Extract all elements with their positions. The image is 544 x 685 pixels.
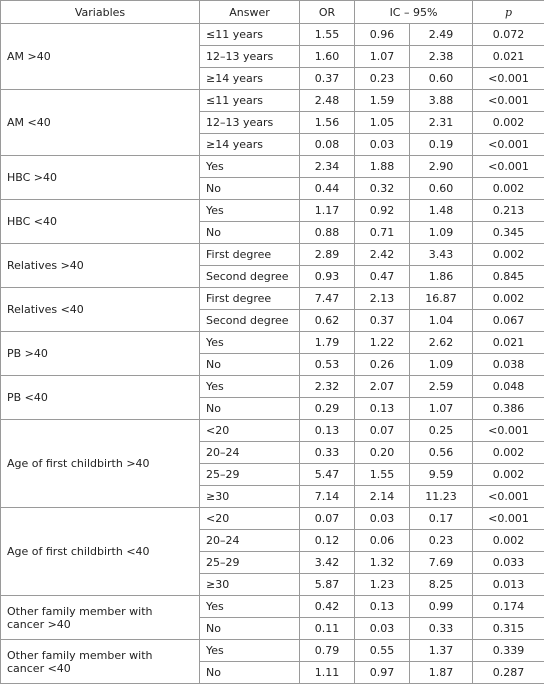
ci-lower-cell: 2.13 [355,288,410,310]
ci-upper-cell: 1.07 [410,398,473,420]
table-row [1,200,544,222]
ci-upper-cell: 0.25 [410,420,473,442]
ci-lower-cell: 1.55 [355,464,410,486]
table-row [1,508,544,530]
or-cell: 0.37 [300,68,355,90]
ci-upper-cell: 1.48 [410,200,473,222]
table-row [1,24,544,46]
p-value-cell: <0.001 [473,486,544,508]
p-value-cell: <0.001 [473,134,544,156]
variable-cell: HBC >40 [1,156,200,200]
answer-cell: ≤11 years [200,90,300,112]
p-value-cell: 0.287 [473,662,544,684]
header-row [1,1,544,24]
ci-lower-cell: 0.47 [355,266,410,288]
or-cell: 1.11 [300,662,355,684]
ci-upper-cell: 0.17 [410,508,473,530]
p-value-cell: <0.001 [473,420,544,442]
p-value-cell: 0.002 [473,530,544,552]
ci-upper-cell: 0.60 [410,68,473,90]
ci-upper-cell: 16.87 [410,288,473,310]
ci-upper-cell: 0.33 [410,618,473,640]
answer-cell: 20–24 [200,442,300,464]
or-cell: 2.48 [300,90,355,112]
variable-cell: Age of first childbirth <40 [1,508,200,596]
ci-lower-cell: 1.07 [355,46,410,68]
ci-upper-cell: 1.09 [410,354,473,376]
p-value-cell: 0.072 [473,24,544,46]
p-value-cell: 0.002 [473,112,544,134]
or-cell: 1.17 [300,200,355,222]
ci-lower-cell: 0.06 [355,530,410,552]
ci-lower-cell: 1.05 [355,112,410,134]
or-cell: 2.34 [300,156,355,178]
or-cell: 5.47 [300,464,355,486]
answer-cell: 25–29 [200,464,300,486]
header-or: OR [300,1,355,24]
or-cell: 2.89 [300,244,355,266]
p-value-cell: 0.213 [473,200,544,222]
variable-cell: Relatives >40 [1,244,200,288]
answer-cell: First degree [200,244,300,266]
variable-cell: HBC <40 [1,200,200,244]
or-cell: 0.33 [300,442,355,464]
p-value-cell: 0.174 [473,596,544,618]
p-value-cell: 0.038 [473,354,544,376]
ci-upper-cell: 2.38 [410,46,473,68]
ci-lower-cell: 0.03 [355,618,410,640]
answer-cell: First degree [200,288,300,310]
variable-cell: AM <40 [1,90,200,156]
answer-cell: No [200,398,300,420]
p-value-cell: 0.339 [473,640,544,662]
ci-upper-cell: 1.37 [410,640,473,662]
p-value-cell: 0.315 [473,618,544,640]
or-cell: 0.11 [300,618,355,640]
ci-upper-cell: 2.59 [410,376,473,398]
answer-cell: ≥14 years [200,68,300,90]
ci-lower-cell: 0.13 [355,398,410,420]
p-value-cell: 0.013 [473,574,544,596]
p-value-cell: 0.845 [473,266,544,288]
ci-lower-cell: 1.32 [355,552,410,574]
answer-cell: Yes [200,376,300,398]
variable-cell: Other family member with cancer >40 [1,596,200,640]
p-value-cell: 0.345 [473,222,544,244]
ci-lower-cell: 1.59 [355,90,410,112]
p-value-cell: <0.001 [473,156,544,178]
ci-lower-cell: 0.26 [355,354,410,376]
p-value-cell: 0.002 [473,178,544,200]
header-p: p [473,1,544,24]
ci-upper-cell: 2.31 [410,112,473,134]
answer-cell: 25–29 [200,552,300,574]
or-cell: 1.56 [300,112,355,134]
table-row [1,244,544,266]
header-variables: Variables [1,1,200,24]
or-cell: 1.60 [300,46,355,68]
or-cell: 0.53 [300,354,355,376]
p-value-cell: 0.002 [473,464,544,486]
ci-upper-cell: 0.56 [410,442,473,464]
ci-lower-cell: 0.13 [355,596,410,618]
ci-lower-cell: 0.03 [355,508,410,530]
header-ic: IC – 95% [355,1,473,24]
ci-lower-cell: 0.37 [355,310,410,332]
answer-cell: <20 [200,420,300,442]
or-cell: 1.79 [300,332,355,354]
ci-lower-cell: 1.88 [355,156,410,178]
table-body [1,24,544,684]
table-row [1,640,544,662]
p-value-cell: 0.067 [473,310,544,332]
p-value-cell: <0.001 [473,68,544,90]
p-value-cell: 0.033 [473,552,544,574]
ci-upper-cell: 8.25 [410,574,473,596]
ci-upper-cell: 2.62 [410,332,473,354]
answer-cell: Yes [200,200,300,222]
ci-upper-cell: 1.09 [410,222,473,244]
or-cell: 0.08 [300,134,355,156]
ci-upper-cell: 11.23 [410,486,473,508]
ci-upper-cell: 1.04 [410,310,473,332]
ci-lower-cell: 2.14 [355,486,410,508]
answer-cell: ≥30 [200,574,300,596]
ci-upper-cell: 2.49 [410,24,473,46]
ci-lower-cell: 2.42 [355,244,410,266]
ci-upper-cell: 3.43 [410,244,473,266]
answer-cell: ≥30 [200,486,300,508]
answer-cell: Yes [200,332,300,354]
variable-cell: Other family member with cancer <40 [1,640,200,684]
ci-lower-cell: 0.92 [355,200,410,222]
or-cell: 0.79 [300,640,355,662]
table-row [1,90,544,112]
answer-cell: Second degree [200,310,300,332]
ci-lower-cell: 0.07 [355,420,410,442]
table-row [1,156,544,178]
answer-cell: No [200,618,300,640]
answer-cell: <20 [200,508,300,530]
table-row [1,376,544,398]
answer-cell: Second degree [200,266,300,288]
ci-upper-cell: 9.59 [410,464,473,486]
p-value-cell: 0.002 [473,442,544,464]
variable-cell: Relatives <40 [1,288,200,332]
ci-upper-cell: 0.19 [410,134,473,156]
or-cell: 0.44 [300,178,355,200]
or-cell: 0.29 [300,398,355,420]
p-value-cell: <0.001 [473,508,544,530]
answer-cell: Yes [200,596,300,618]
ci-lower-cell: 0.03 [355,134,410,156]
or-cell: 0.88 [300,222,355,244]
p-value-cell: 0.386 [473,398,544,420]
p-value-cell: 0.021 [473,332,544,354]
ci-upper-cell: 0.23 [410,530,473,552]
p-value-cell: 0.002 [473,288,544,310]
ci-upper-cell: 2.90 [410,156,473,178]
or-cell: 0.07 [300,508,355,530]
or-cell: 2.32 [300,376,355,398]
header-answer: Answer [200,1,300,24]
variable-cell: AM >40 [1,24,200,90]
ci-lower-cell: 0.55 [355,640,410,662]
answer-cell: Yes [200,640,300,662]
answer-cell: No [200,354,300,376]
or-cell: 3.42 [300,552,355,574]
ci-lower-cell: 2.07 [355,376,410,398]
ci-lower-cell: 1.22 [355,332,410,354]
ci-lower-cell: 0.96 [355,24,410,46]
table-row [1,332,544,354]
answer-cell: 12–13 years [200,46,300,68]
table-row [1,596,544,618]
answer-cell: No [200,662,300,684]
ci-upper-cell: 7.69 [410,552,473,574]
variable-cell: PB >40 [1,332,200,376]
or-cell: 0.62 [300,310,355,332]
answer-cell: 12–13 years [200,112,300,134]
or-cell: 7.14 [300,486,355,508]
table-row [1,288,544,310]
ci-lower-cell: 1.23 [355,574,410,596]
answer-cell: ≥14 years [200,134,300,156]
variable-cell: Age of first childbirth >40 [1,420,200,508]
ci-lower-cell: 0.20 [355,442,410,464]
or-cell: 5.87 [300,574,355,596]
answer-cell: No [200,178,300,200]
p-value-cell: 0.048 [473,376,544,398]
or-cell: 0.42 [300,596,355,618]
variable-cell: PB <40 [1,376,200,420]
ci-upper-cell: 0.99 [410,596,473,618]
p-value-cell: 0.002 [473,244,544,266]
or-cell: 0.93 [300,266,355,288]
or-cell: 0.12 [300,530,355,552]
or-cell: 1.55 [300,24,355,46]
or-cell: 7.47 [300,288,355,310]
answer-cell: Yes [200,156,300,178]
ci-lower-cell: 0.23 [355,68,410,90]
ci-upper-cell: 1.86 [410,266,473,288]
ci-upper-cell: 0.60 [410,178,473,200]
or-cell: 0.13 [300,420,355,442]
answer-cell: 20–24 [200,530,300,552]
table-row [1,420,544,442]
p-value-cell: <0.001 [473,90,544,112]
answer-cell: No [200,222,300,244]
ci-upper-cell: 3.88 [410,90,473,112]
ci-upper-cell: 1.87 [410,662,473,684]
p-value-cell: 0.021 [473,46,544,68]
answer-cell: ≤11 years [200,24,300,46]
ci-lower-cell: 0.71 [355,222,410,244]
ci-lower-cell: 0.32 [355,178,410,200]
ci-lower-cell: 0.97 [355,662,410,684]
